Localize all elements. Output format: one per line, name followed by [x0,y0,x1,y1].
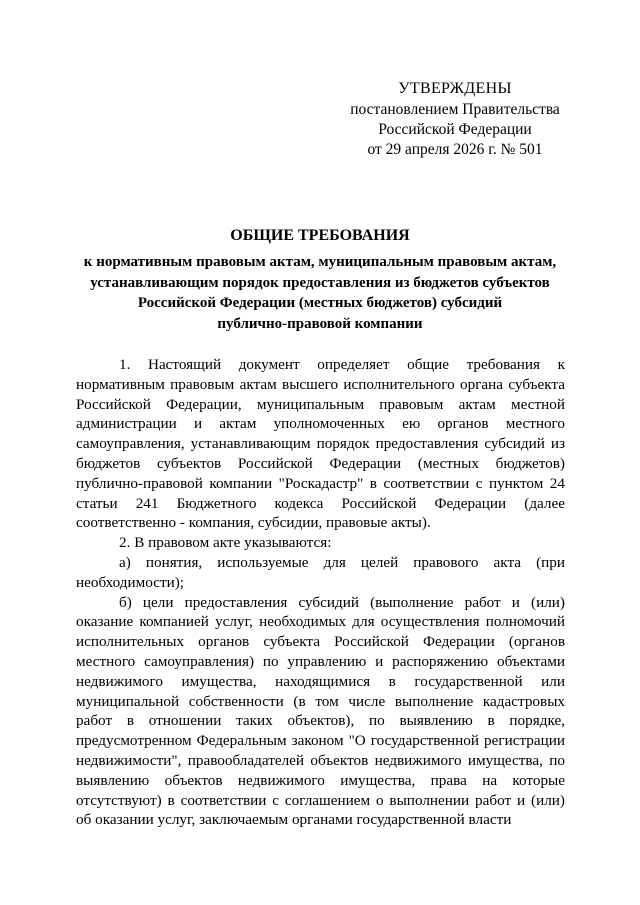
document-title [60,226,580,334]
title-line-2: устанавливающим порядок предоставления из бюджетов субъектов [90,274,550,291]
paragraph-2b: б) цели предоставления субсидий (выполнение работ и (или) оказание компанией услуг, необходимых для осуществления полномочий исполнительных органов субъекта Российской Федерации (органов местного самоуправления) по управлению и распоряжению объектами недвижимого имущества, находящимися в государственной или муниципальной собственности (в том числе выполнение кадастровых работ в отношении таких объектов), по выявлению в порядке, предусмотренном Федеральным законом "О государственной регистрации недвижимости", правообладателей объектов недвижимого имущества, по выявлению объектов недвижимого имущества, права на которые отсутствуют) в соответствии с соглашением о выполнении работ и (или) об оказании услуг, заключаемым органами государственной власти [76,593,565,829]
title-main: ОБЩИЕ ТРЕБОВАНИЯ [230,227,410,244]
title-line-4: публично-правовой компании [217,315,423,332]
paragraph-2a: а) понятия, используемые для целей правового акта (при необходимости); [76,553,565,591]
paragraph-2: 2. В правовом акте указываются: [119,534,332,552]
approval-line-3: от 29 апреля 2026 г. № 501 [367,141,543,158]
document-body [76,355,565,830]
approval-stamp [345,79,565,160]
paragraph-1: 1. Настоящий документ определяет общие требования к нормативным правовым актам высшего исполнительного органа субъекта Российской Федерации, муниципальным правовым актам местной администрации и актам уполномоченных ею органов местного самоуправления, устанавливающим порядок предоставления субсидий из бюджетов субъектов Российской Федерации (местных бюджетов) публично-правовой компании "Роскадастр" в соответствии с пунктом 24 статьи 241 Бюджетного кодекса Российской Федерации (далее соответственно - компания, субсидии, правовые акты). [76,356,565,532]
title-line-3: Российской Федерации (местных бюджетов) субсидий [137,295,503,311]
approval-heading: УТВЕРЖДЕНЫ [398,80,512,97]
title-line-1: к нормативным правовым актам, муниципальным правовым актам, [83,254,557,270]
approval-line-2: Российской Федерации [378,121,532,138]
approval-line-1: постановлением Правительства [350,101,560,118]
